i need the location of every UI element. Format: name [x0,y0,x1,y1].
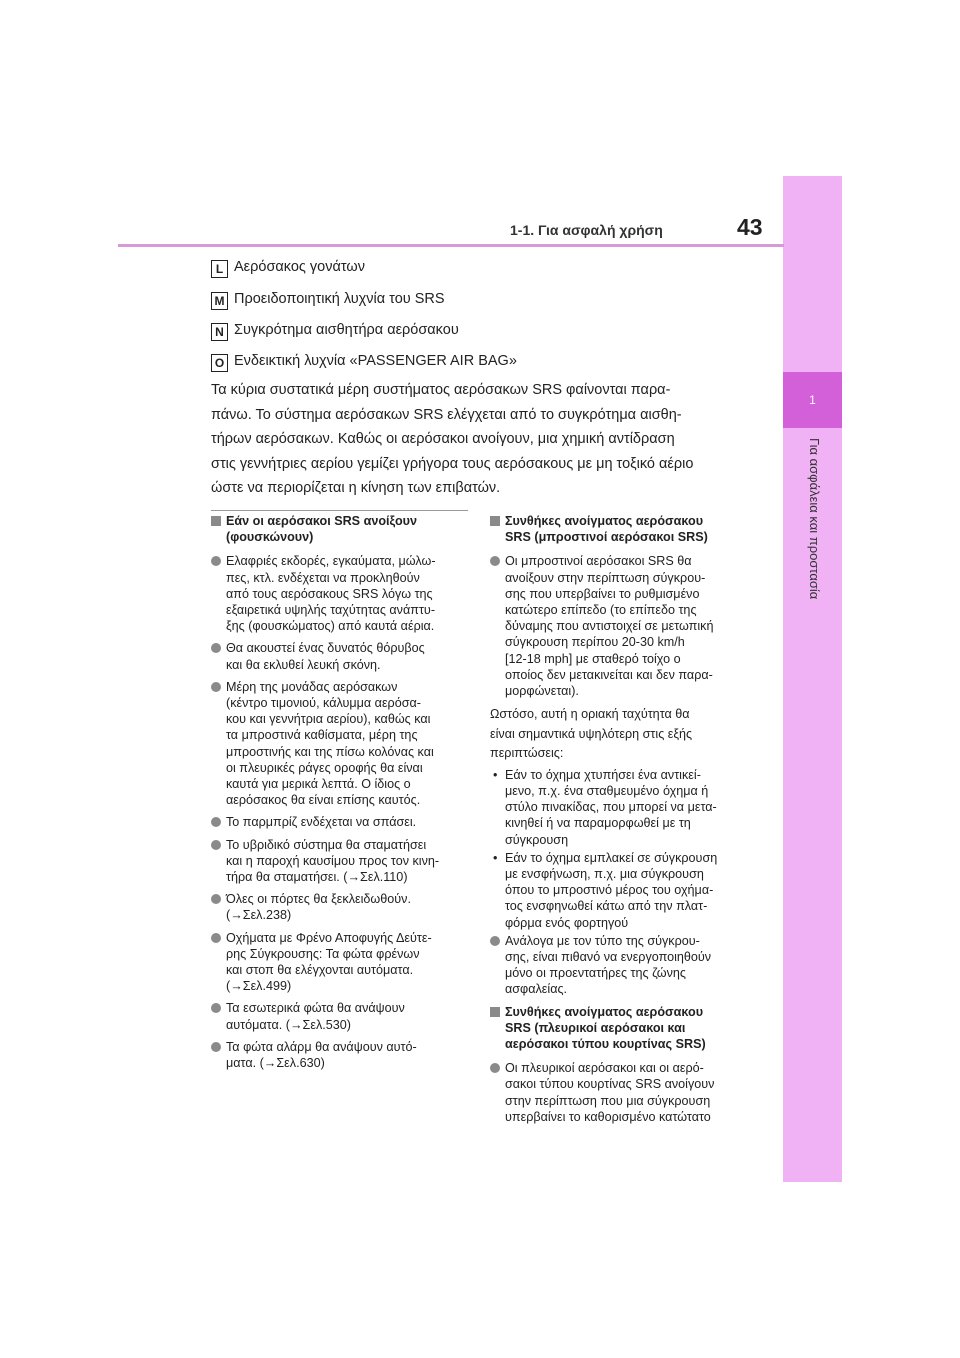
bullet-list [211,553,469,1071]
dash-bullet-icon: • [493,850,498,865]
circle-bullet-icon [490,936,500,946]
square-marker-icon [490,1007,500,1017]
text-line: Τα φώτα αλάρμ θα ανάψουν αυτό- [226,1039,417,1054]
circle-bullet-icon [211,933,221,943]
section-heading [211,513,469,545]
legend-text: Ενδεικτική λυχνία «PASSENGER AIR BAG» [234,353,517,369]
text-line: Ελαφριές εκδορές, εγκαύματα, μώλω- [226,554,436,569]
text-line: (κέντρο τιμονιού, κάλυμμα αερόσα- [226,696,421,711]
circle-bullet-icon [211,840,221,850]
legend-text: Προειδοποιητική λυχνία του SRS [234,291,445,307]
text-line: μπροστινής και της πίσω κολόνας και [226,744,434,759]
text-line: ασφαλείας. [505,982,568,997]
circle-bullet-icon [211,1003,221,1013]
section-divider [211,510,468,511]
text-line: με ενσφήνωση, π.χ. μια σύγκρουση [505,866,704,881]
text-line: μορφώνεται). [505,684,579,699]
text-line: Εάν το όχημα εμπλακεί σε σύγκρουση [505,850,718,865]
dash-bullet-icon: • [493,767,498,782]
section-title: 1-1. Για ασφαλή χρήση [510,222,663,238]
bullet-item [211,930,469,995]
legend-text: Αερόσακος γονάτων [234,259,365,275]
text-line: κου και γεννήτρια αερίου), καθώς και [226,712,431,727]
dash-item [490,850,758,931]
plain-paragraph [490,705,758,764]
text-line: Τα εσωτερικά φώτα θα ανάψουν [226,1001,405,1016]
bullet-item [211,553,469,634]
header-rule [118,244,784,247]
text-line: ξης (φουσκώματος) από καυτά αέρια. [226,619,435,634]
text-line: Όλες οι πόρτες θα ξεκλειδωθούν. [226,892,411,907]
square-marker-icon [211,516,221,526]
bullet-item [490,1060,758,1125]
text-line: Ωστόσο, αυτή η οριακή ταχύτητα θα [490,707,690,722]
legend-item-M [211,291,731,310]
side-strip [783,176,842,1182]
text-line: υπερβαίνει το καθορισμένο κατώτατο [505,1109,711,1124]
text-line: ματα. (→Σελ.630) [226,1056,325,1071]
dash-list [490,767,758,931]
text-line: (→Σελ.499) [226,979,292,994]
text-line: αερόσακος θα είναι επίσης καυτός. [226,793,421,808]
circle-bullet-icon [211,643,221,653]
intro-paragraph [211,378,741,501]
circle-bullet-icon [211,1042,221,1052]
legend-item-N [211,322,731,341]
text-line: σακοι τύπου κουρτίνας SRS ανοίγουν [505,1077,715,1092]
chapter-title: Για ασφάλεια και προστασία [807,438,822,600]
text-line: δύναμης που αντιστοιχεί σε μετωπική [505,619,714,634]
text-line: και στοπ θα ελέγχονται αυτόματα. [226,963,414,978]
text-line: Εάν το όχημα χτυπήσει ένα αντικεί- [505,767,701,782]
heading-line: (φουσκώνουν) [226,530,314,545]
right-column [490,513,758,1131]
text-line: [12-18 mph] με σταθερό τοίχο ο [505,651,681,666]
bullet-item [211,837,469,886]
bullet-item [490,553,758,699]
legend-text: Συγκρότημα αισθητήρα αερόσακου [234,322,459,338]
text-line: πες, κτλ. ενδέχεται να προκληθούν [226,570,420,585]
legend-key: O [211,354,228,372]
text-line: σης, είναι πιθανό να ενεργοποιηθούν [505,949,712,964]
text-line: κατώτερο επίπεδο (το επίπεδο της [505,603,697,618]
legend-item-O [211,353,731,372]
section-heading [490,1004,758,1053]
circle-bullet-icon [211,556,221,566]
text-line: Μέρη της μονάδας αερόσακων [226,679,398,694]
text-line: Οχήματα με Φρένο Αποφυγής Δεύτε- [226,930,432,945]
text-line: στην περίπτωση που μια σύγκρουση [505,1093,711,1108]
circle-bullet-icon [211,894,221,904]
text-line: φόρμα ενός φορτηγού [505,915,629,930]
text-line: ανοίξουν στην περίπτωση σύγκρου- [505,570,706,585]
text-line: στύλο πινακίδας, που μπορεί να μετα- [505,800,717,815]
text-line: μόνο οι προεντατήρες της ζώνης [505,966,686,981]
text-line: τα μπροστινά καθίσματα, μέρη της [226,728,418,743]
text-line: και θα εκλυθεί λευκή σκόνη. [226,657,381,672]
intro-line: πάνω. Το σύστημα αερόσακων SRS ελέγχεται από το συγκρότημα αισθη- [211,406,682,423]
legend-item-L [211,259,731,278]
dash-item [490,767,758,848]
text-line: τος ενσφηνωθεί κάτω από την πλατ- [505,899,708,914]
heading-line: Εάν οι αερόσακοι SRS ανοίξουν [226,514,418,528]
text-line: σύγκρουση [505,832,569,847]
section-heading [490,513,758,545]
text-line: τήρα θα σταματήσει. (→Σελ.110) [226,870,408,885]
circle-bullet-icon [490,1063,500,1073]
bullet-item [211,1000,469,1032]
chapter-number: 1 [783,372,842,428]
legend-key: M [211,292,228,310]
text-line: Συνθήκες ανοίγματος αερόσακου [505,514,704,528]
text-line: όπου το μπροστινό μέρος του οχήμα- [505,883,714,898]
circle-bullet-icon [211,682,221,692]
text-line: οποίος δεν μετακινείται και δεν παρα- [505,667,713,682]
text-line: σης που υπερβαίνει το ρυθμισμένο [505,586,700,601]
text-line: εξαιρετικά υψηλής ταχύτητας ανάπτυ- [226,603,436,618]
intro-line: Τα κύρια συστατικά μέρη συστήματος αερόσακων SRS φαίνονται παρα- [211,382,671,398]
legend-key: N [211,323,228,341]
text-line: Συνθήκες ανοίγματος αερόσακου [505,1004,704,1019]
legend-key: L [211,260,228,278]
bullet-item [211,640,469,672]
intro-line: στις γεννήτριες αερίου γεμίζει γρήγορα τους αερόσακους με μη τοξικό αέριο [211,455,694,472]
text-line: Οι μπροστινοί αερόσακοι SRS θα [505,554,692,569]
page-number: 43 [737,214,763,240]
bullet-item [211,814,469,830]
intro-line: ώστε να περιορίζεται η κίνηση των επιβατών. [211,480,501,496]
bullet-item [490,933,758,998]
text-line: σύγκρουση περίπου 20-30 km/h [505,635,685,650]
text-line: Οι πλευρικοί αερόσακοι και οι αερό- [505,1061,704,1076]
left-column [211,513,469,1077]
circle-bullet-icon [490,556,500,566]
text-line: SRS (μπροστινοί αερόσακοι SRS) [505,530,708,545]
text-line: ρης Σύγκρουσης: Τα φώτα φρένων [226,946,420,961]
circle-bullet-icon [211,817,221,827]
text-line: SRS (πλευρικοί αερόσακοι και [505,1020,686,1035]
text-line: Θα ακουστεί ένας δυνατός θόρυβος [226,641,425,656]
text-line: καυτά για μερικά λεπτά. Ο ίδιος ο [226,777,411,792]
text-line: Το παρμπρίζ ενδέχεται να σπάσει. [226,815,417,830]
text-line: περιπτώσεις: [490,746,564,761]
text-line: από τους αερόσακους SRS λόγω της [226,586,433,601]
text-line: και η παροχή καυσίμου προς τον κινη- [226,853,440,868]
text-line: αερόσακοι τύπου κουρτίνας SRS) [505,1036,706,1051]
square-marker-icon [490,516,500,526]
bullet-item [211,679,469,809]
text-line: Ανάλογα με τον τύπο της σύγκρου- [505,933,700,948]
text-line: κινηθεί ή να παραμορφωθεί με τη [505,816,691,831]
bullet-item [211,891,469,923]
text-line: (→Σελ.238) [226,908,292,923]
text-line: οι πλευρικές ράγες οροφής θα είναι [226,760,423,775]
intro-line: τήρων αερόσακων. Καθώς οι αερόσακοι ανοίγουν, μια χημική αντίδραση [211,431,675,447]
bullet-item [211,1039,469,1071]
text-line: είναι σημαντικά υψηλότερη στις εξής [490,726,693,741]
text-line: Το υβριδικό σύστημα θα σταματήσει [226,837,427,852]
text-line: μενο, π.χ. ένα σταθμευμένο όχημα ή [505,783,709,798]
text-line: αυτόματα. (→Σελ.530) [226,1017,351,1032]
